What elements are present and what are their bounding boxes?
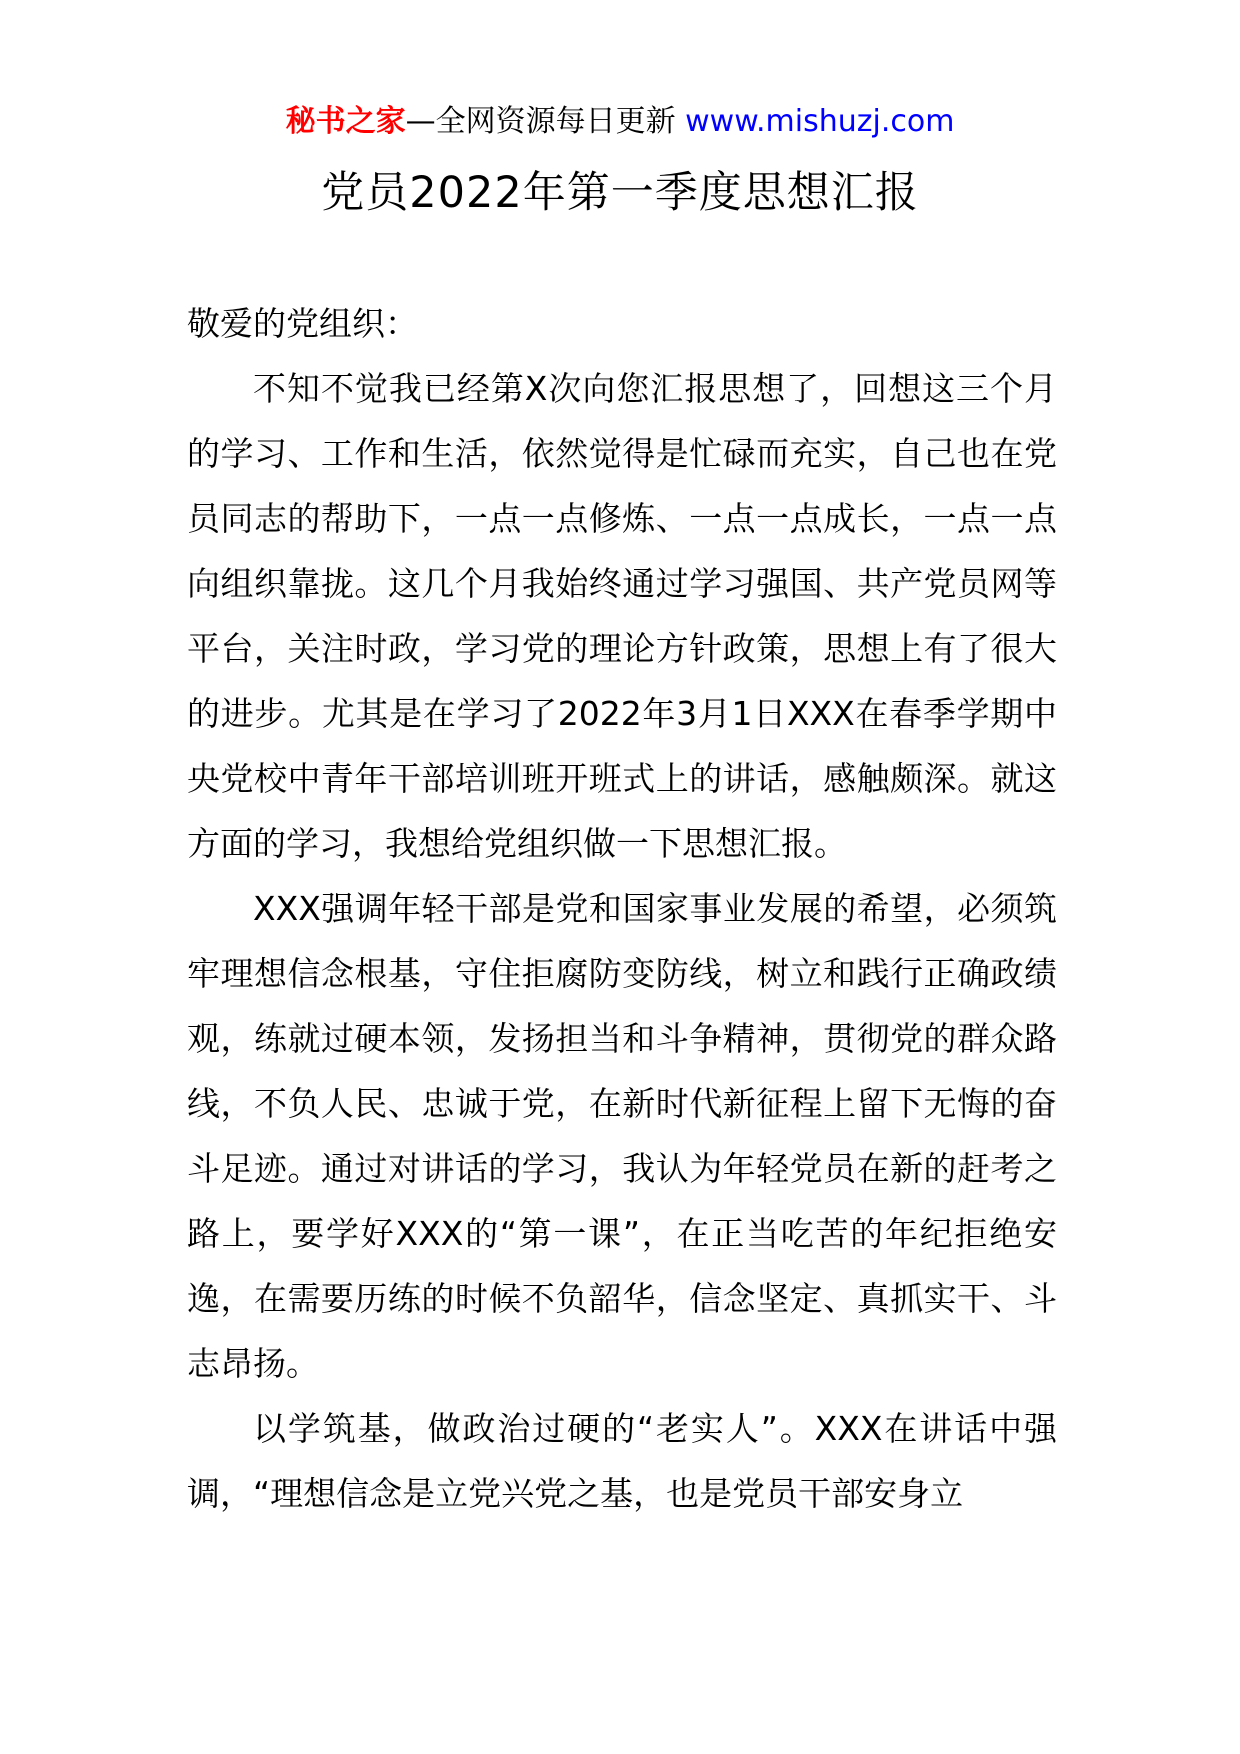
site-url-link[interactable]: www.mishuzj.com [685, 104, 955, 139]
salutation: 敬爱的党组织： [187, 304, 418, 343]
paragraph-1: 不知不觉我已经第X次向您汇报思想了，回想这三个月的学习、工作和生活，依然觉得是忙碌而充实，自己也在党员同志的帮助下，一点一点修炼、一点一点成长，一点一点向组织靠拢。这几个月我始终通过学习强国、共产党员网等平台，关注时政，学习党的理论方针政策，思想上有了很大的进步。尤其是在学习了2022年3月1日XXX在春季学期中央党校中青年干部培训班开班式上的讲话，感触颇深。就这方面的学习，我想给党组织做一下思想汇报。 [187, 369, 1057, 863]
document-title: 党员2022年第一季度思想汇报 [321, 168, 919, 218]
paragraph-3: 以学筑基，做政治过硬的“老实人”。XXX在讲话中强调，“理想信念是立党兴党之基，也是党员干部安身立 [187, 1409, 1057, 1513]
site-brand: 秘书之家 [285, 104, 406, 139]
paragraph-2: XXX强调年轻干部是党和国家事业发展的希望，必须筑牢理想信念根基，守住拒腐防变防线，树立和践行正确政绩观，练就过硬本领，发扬担当和斗争精神，贯彻党的群众路线，不负人民、忠诚于党，在新时代新征程上留下无悔的奋斗足迹。通过对讲话的学习，我认为年轻党员在新的赶考之路上，要学好XXX的“第一课”，在正当吃苦的年纪拒绝安逸，在需要历练的时候不负韶华，信念坚定、真抓实干、斗志昂扬。 [187, 889, 1057, 1383]
site-header [0, 102, 1240, 142]
document-body [187, 291, 1057, 1526]
site-tagline: —全网资源每日更新 [405, 104, 686, 139]
